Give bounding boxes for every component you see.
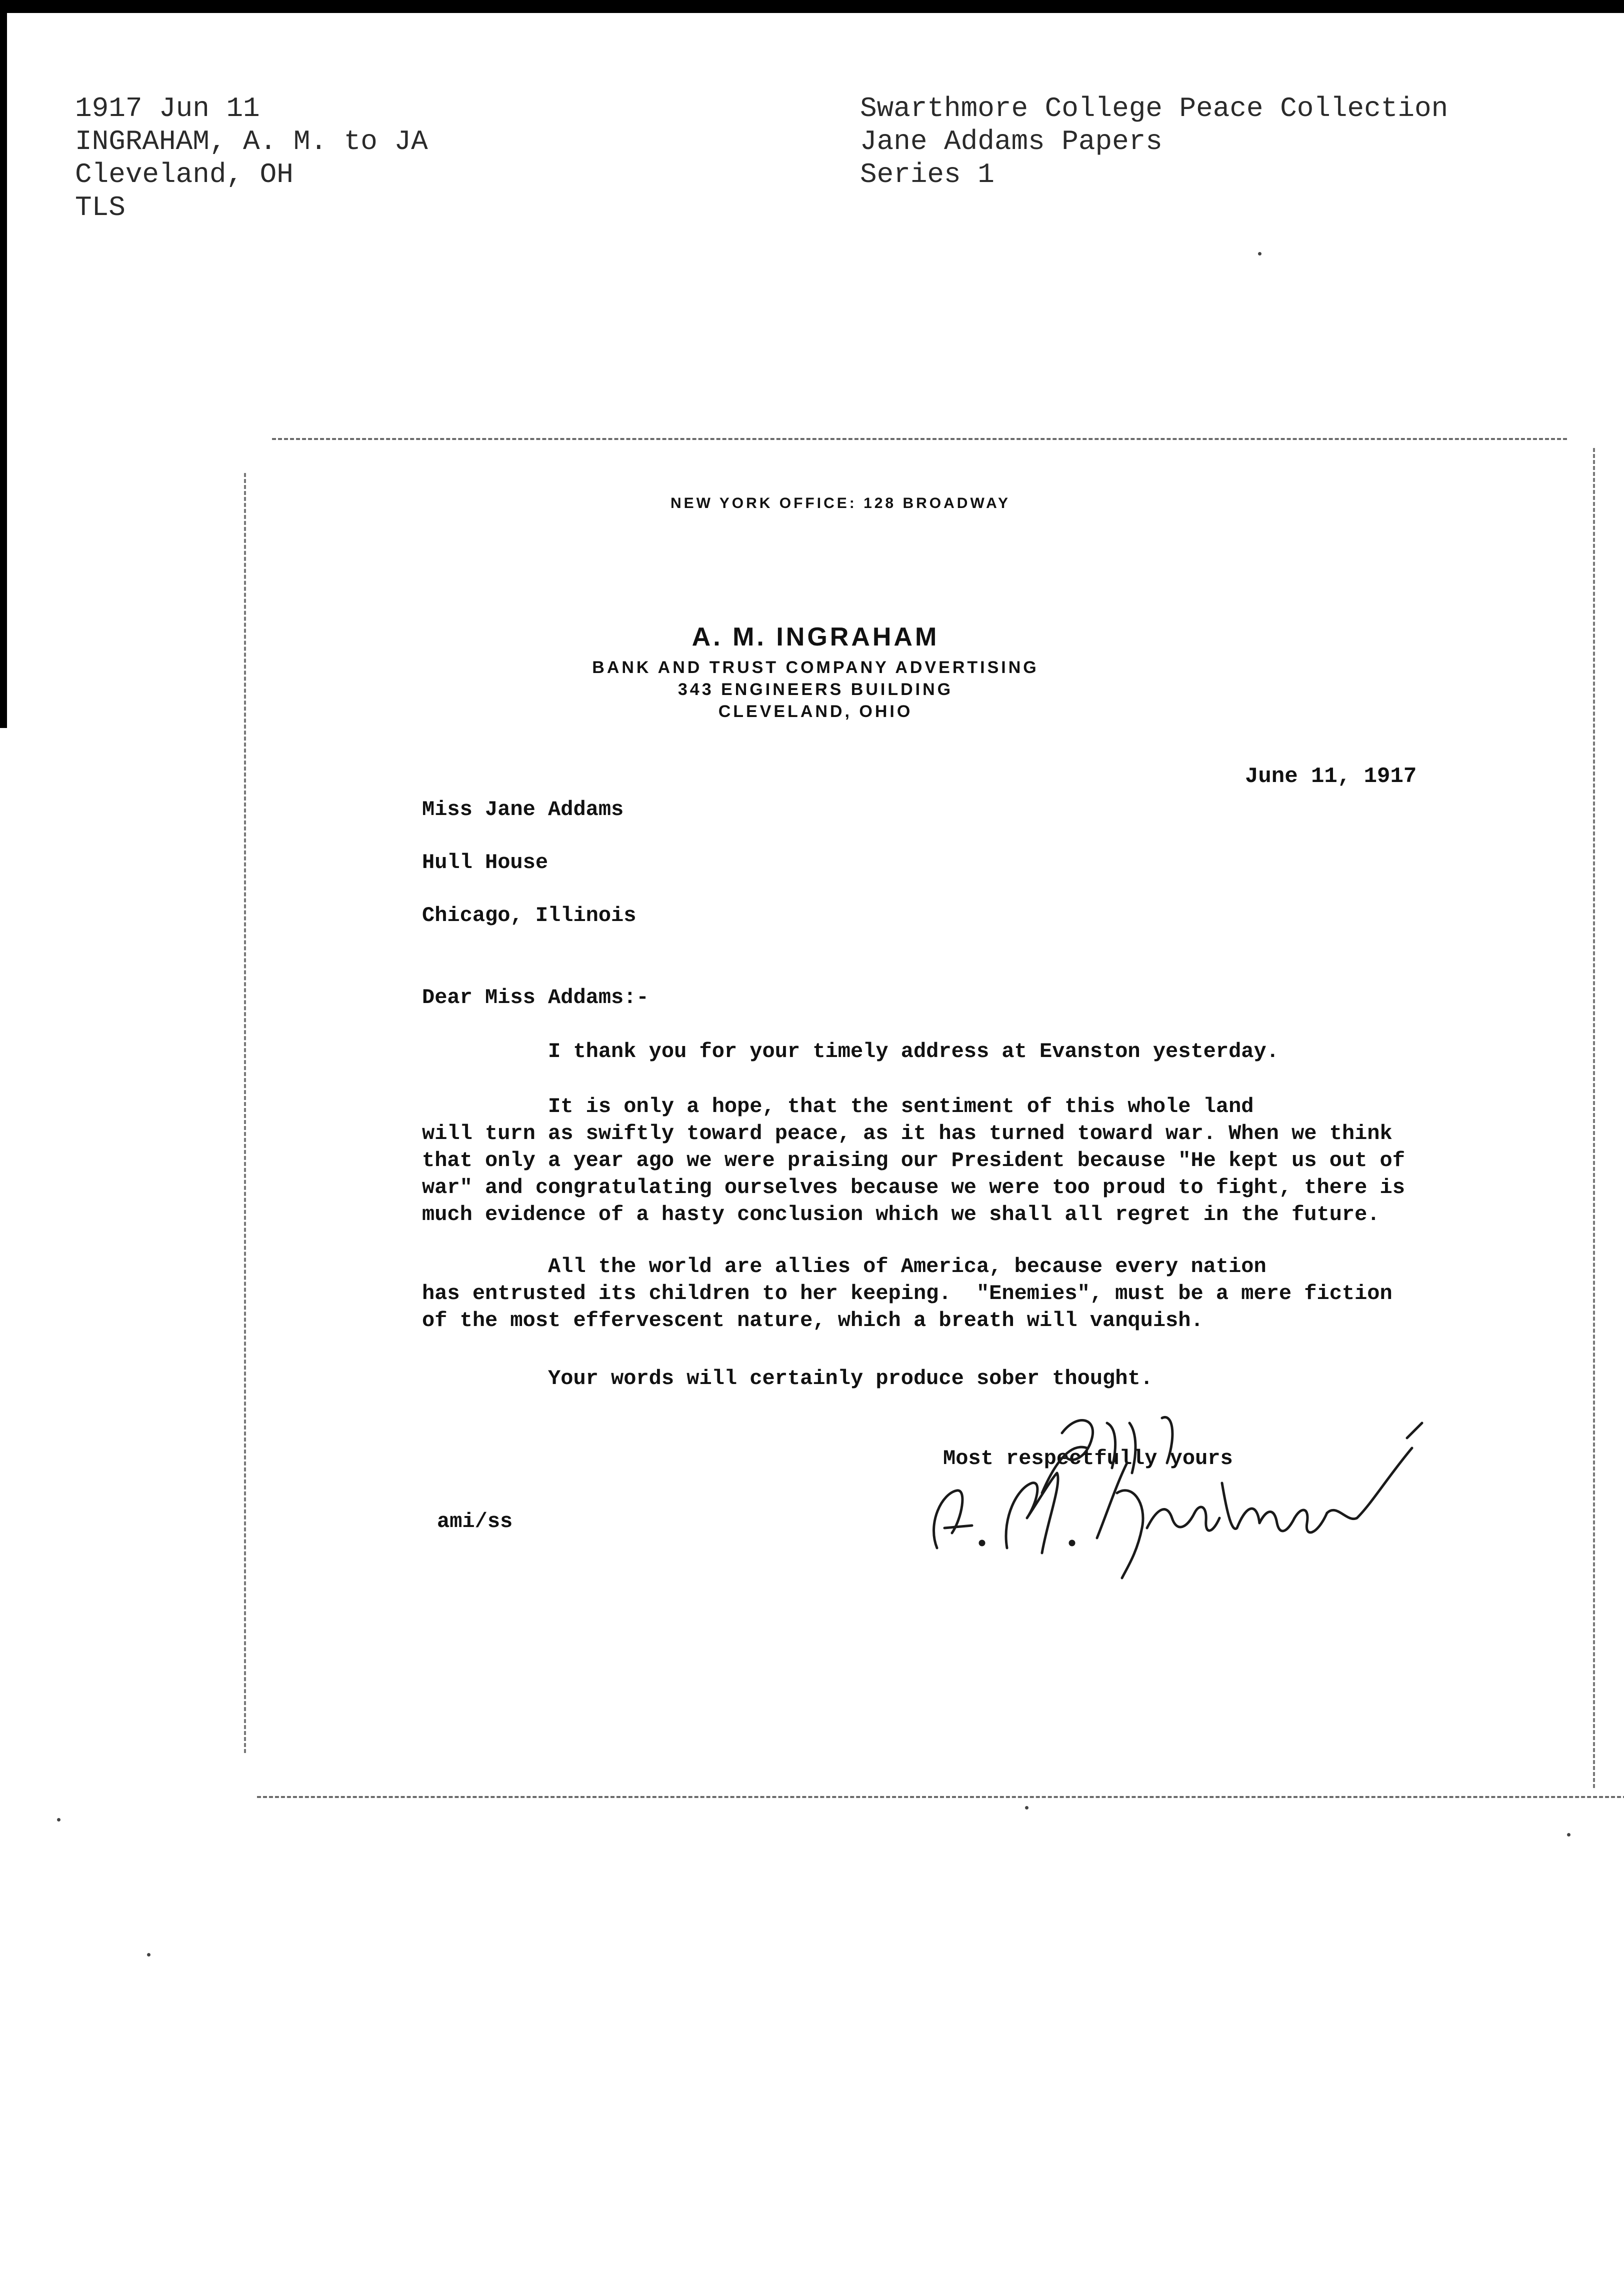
archive-metadata-left (75, 92, 428, 224)
body-paragraph: It is only a hope, that the sentiment of this whole land will turn as swiftly toward peace, as it has turned toward war. When we think that only a year ago we were praising our President because "He kept us out of war" and congratulating ourselves because we were too proud to fight, there is much evidence of a hasty conclusion which we shall all regret in the future. (422, 1094, 1405, 1226)
letter-bottom-edge (257, 1796, 1624, 1798)
scan-speck (1567, 1833, 1570, 1836)
letterhead-name: A. M. INGRAHAM (692, 622, 940, 652)
archive-papers: Jane Addams Papers (860, 126, 1162, 158)
typist-initials: ami/ss (437, 1510, 513, 1534)
letterhead-office: NEW YORK OFFICE: 128 BROADWAY (670, 495, 1011, 512)
archive-place: Cleveland, OH (75, 158, 294, 190)
body-paragraph: All the world are allies of America, because every nation has entrusted its children to her keeping. "Enemies", must be a mere fiction of the most effervescent nature, which a breath will vanquish. (422, 1254, 1392, 1332)
letter-top-edge (272, 438, 1567, 440)
body-paragraph: Your words will certainly produce sober thought. (422, 1366, 1153, 1390)
recipient-address: Hull House (422, 850, 548, 874)
scan-speck (147, 1953, 150, 1956)
archive-series: Series 1 (860, 158, 994, 190)
letterhead-city: CLEVELAND, OHIO (718, 702, 913, 721)
letter-date: June 11, 1917 (1245, 764, 1417, 789)
recipient-name: Miss Jane Addams (422, 798, 624, 822)
letterhead-building: 343 ENGINEERS BUILDING (678, 680, 954, 699)
document-page (7, 13, 1624, 2280)
archive-correspondents: INGRAHAM, A. M. to JA (75, 126, 428, 158)
handwritten-signature (907, 1403, 1427, 1583)
scan-speck (1258, 252, 1262, 256)
salutation: Dear Miss Addams:- (422, 986, 649, 1010)
body-paragraph: I thank you for your timely address at Evanston yesterday. (422, 1040, 1279, 1064)
closing: Most respectfully yours (943, 1446, 1233, 1470)
archive-collection: Swarthmore College Peace Collection (860, 92, 1448, 124)
letterhead-business: BANK AND TRUST COMPANY ADVERTISING (592, 658, 1039, 677)
archive-doc-type: TLS (75, 192, 126, 224)
scan-speck (1025, 1806, 1028, 1810)
archive-metadata-right (860, 92, 1448, 191)
scan-speck (57, 1818, 60, 1822)
archive-date: 1917 Jun 11 (75, 92, 260, 124)
scan-edge (0, 728, 7, 2280)
recipient-city: Chicago, Illinois (422, 904, 636, 928)
